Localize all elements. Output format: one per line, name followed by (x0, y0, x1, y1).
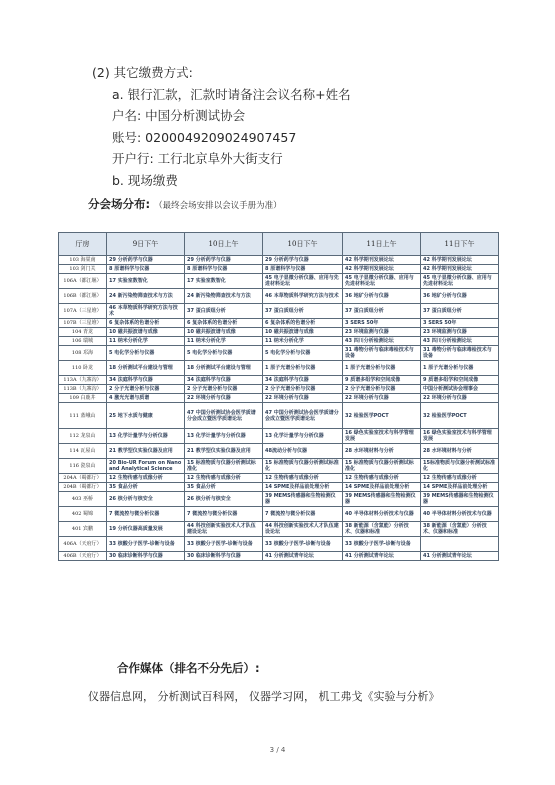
table-row (59, 376, 499, 385)
session-cell: 15 标准物质与仪器分析测试标准化 (343, 459, 421, 474)
session-cell: 22 环境分析与仪器 (263, 394, 343, 403)
room-cell: 114 瓦屋山 (59, 444, 107, 459)
session-cell: 1 原子光谱分析与仪器 (421, 361, 499, 376)
session-cell: 16 绿色实验室技术与科学管理发展 (421, 429, 499, 444)
session-cell: 中国分析测试协会理事会 (421, 385, 499, 394)
session-cell: 33 核酸分子医学-诊断与设备 (263, 537, 343, 552)
session-cell: 38 新能源（含氢能）分析技术、仪器和标准 (343, 522, 421, 537)
session-cell: 12 生物传感与成像分析 (263, 474, 343, 483)
session-cell: 47 中国分析测试协会医学质谱分会成立暨医学质谱论坛 (263, 403, 343, 429)
session-cell: 18 分析测试平台建设与管理 (107, 361, 185, 376)
media-list: 仪器信息网， 分析测试百科网， 仪器学习网， 机工弗戈《实验与分析》 (88, 690, 440, 703)
session-cell: 42 科学期刊发展论坛 (421, 256, 499, 265)
session-cell: 22 环境分析与仪器 (421, 394, 499, 403)
venue-title-text: 分会场分布: (88, 197, 151, 211)
table-row (59, 337, 499, 346)
session-cell: 28 水环境材料与分析 (343, 444, 421, 459)
session-cell: 8 原谱科学与仪器 (107, 265, 185, 274)
session-cell: 42 科学期刊发展论坛 (343, 256, 421, 265)
session-cell: 31 毒物分析与临床毒检技术与设备 (421, 346, 499, 361)
session-cell: 45 电子显微分析仪器、应用与先进材料论坛 (263, 274, 343, 289)
session-cell: 19 分析仪器高质量发展 (107, 522, 185, 537)
session-cell: 13 化学计量学与分析仪器 (263, 429, 343, 444)
room-cell: 108 邛海 (59, 346, 107, 361)
table-row (59, 537, 499, 552)
session-cell: 48流动分析与仪器 (263, 444, 343, 459)
session-cell: 11 纳米分析化学 (107, 337, 185, 346)
session-cell: 35 食品分析 (185, 483, 263, 492)
session-cell: 26 核分析与核安全 (107, 492, 185, 507)
venue-title (88, 196, 282, 212)
session-cell: 21 教学型仪实验仪器及应用 (185, 444, 263, 459)
session-cell: 28 水环境材料与分析 (421, 444, 499, 459)
session-cell: 5 电化学分析与仪器 (185, 346, 263, 361)
session-cell: 37 蛋白质组分析 (343, 304, 421, 319)
payment-account-number: 账号: 0200049209024907457 (112, 129, 297, 145)
session-cell: 45 电子显微分析仪器、应用与先进材料论坛 (421, 274, 499, 289)
room-cell: 110 卧龙 (59, 361, 107, 376)
payment-bank-transfer: a. 银行汇款，汇款时请备注会议名称+姓名 (112, 86, 351, 102)
session-cell: 23 环境监测与仪器 (421, 328, 499, 337)
session-cell: 41 分析测试青年论坛 (421, 552, 499, 561)
venue-table (58, 232, 499, 561)
session-cell: 1 原子光谱分析与仪器 (343, 361, 421, 376)
session-cell (421, 537, 499, 552)
session-cell: 32 检验医学POCT (343, 403, 421, 429)
session-cell: 3 SERS 50年 (421, 319, 499, 328)
session-cell: 11 纳米分析化学 (185, 337, 263, 346)
header-day10-am: 10日上午 (185, 233, 263, 256)
session-cell: 45 电子显微分析仪器、应用与先进材料论坛 (343, 274, 421, 289)
session-cell: 14 SPME及样品前处理分析 (343, 483, 421, 492)
payment-account-name: 户名: 中国分析测试协会 (112, 108, 246, 123)
room-cell: 107A（三星堆） (59, 304, 107, 319)
room-cell: 406B（天府厅） (59, 552, 107, 561)
session-cell: 6 复杂体系的色谱分析 (107, 319, 185, 328)
session-cell: 37 蛋白质组分析 (185, 304, 263, 319)
room-cell: 401 宾鹏 (59, 522, 107, 537)
session-cell: 12 生物传感与成像分析 (343, 474, 421, 483)
session-cell: 20 Bio-UR Forum on Nano and Analytical Science (107, 459, 185, 474)
session-cell: 40 半导体材料分析技术与仪器 (343, 507, 421, 522)
session-cell: 4 激光光谱与质谱 (107, 394, 185, 403)
payment-heading: (2) 其它缴费方式: (92, 65, 193, 80)
session-cell: 3 SERS 50年 (343, 319, 421, 328)
table-row (59, 459, 499, 474)
room-cell: 106A（都江堰） (59, 274, 107, 289)
session-cell: 15 标准物质与仪器分析测试标准化 (263, 459, 343, 474)
session-cell: 10 磁共振波谱与成像 (107, 328, 185, 337)
header-day9-pm: 9日下午 (107, 233, 185, 256)
room-cell: 107B（三星堆） (59, 319, 107, 328)
header-day11-am: 11日上午 (343, 233, 421, 256)
session-cell: 46 本草物质科学研究方法与技术 (263, 289, 343, 304)
table-row (59, 274, 499, 289)
session-cell: 9 质谱多组学和空间成像 (343, 376, 421, 385)
session-cell: 30 临床诊断科学与仪器 (185, 552, 263, 561)
session-cell: 44 科技创新实验技术人才队伍建设论坛 (185, 522, 263, 537)
session-cell: 12 生物传感与成像分析 (421, 474, 499, 483)
session-cell: 33 核酸分子医学-诊断与设备 (185, 537, 263, 552)
room-cell: 103 海棠南 (59, 256, 107, 265)
session-cell: 21 教学型仪实验仪器及应用 (107, 444, 185, 459)
session-cell: 5 电化学分析与仪器 (263, 346, 343, 361)
room-cell: 104 青龙 (59, 328, 107, 337)
session-cell: 6 复杂体系的色谱分析 (185, 319, 263, 328)
session-cell: 31 毒物分析与临床毒检技术与设备 (343, 346, 421, 361)
session-cell: 14 SPME及样品前处理分析 (263, 483, 343, 492)
session-cell: 34 法庭科学与仪器 (107, 376, 185, 385)
room-cell: 204A（蜀都厅） (59, 474, 107, 483)
session-cell: 38 新能源（含氢能）分析技术、仪器和标准 (421, 522, 499, 537)
header-room: 厅房 (59, 233, 107, 256)
session-cell: 7 微流控与微分析仪器 (107, 507, 185, 522)
table-row (59, 328, 499, 337)
session-cell: 34 法庭科学与仪器 (185, 376, 263, 385)
session-cell: 39 MEMS传感器和生物检测仪器 (343, 492, 421, 507)
table-row (59, 304, 499, 319)
session-cell: 35 食品分析 (107, 483, 185, 492)
session-cell: 10 磁共振波谱与成像 (263, 328, 343, 337)
table-row (59, 552, 499, 561)
session-cell: 17 实验室数智化 (185, 274, 263, 289)
session-cell: 16 绿色实验室技术与科学管理发展 (343, 429, 421, 444)
session-cell: 43 四川分析检测论坛 (421, 337, 499, 346)
session-cell: 2 分子光谱分析与仪器 (185, 385, 263, 394)
session-cell: 8 原谱科学与仪器 (185, 265, 263, 274)
page-number: 3 / 4 (269, 746, 286, 754)
session-cell: 15标准物质与仪器分析测试标准化 (421, 459, 499, 474)
session-cell: 22 环境分析与仪器 (185, 394, 263, 403)
session-cell: 5 电化学分析与仪器 (107, 346, 185, 361)
table-row (59, 507, 499, 522)
session-cell: 25 地下水质与健康 (107, 403, 185, 429)
session-cell: 42 科学期刊发展论坛 (421, 265, 499, 274)
session-cell: 13 化学计量学与分析仪器 (185, 429, 263, 444)
session-cell: 8 原谱科学与仪器 (263, 265, 343, 274)
session-cell: 33 核酸分子医学-诊断与设备 (343, 537, 421, 552)
session-cell: 22 环境分析与仪器 (343, 394, 421, 403)
table-row (59, 403, 499, 429)
table-row (59, 474, 499, 483)
media-title: 合作媒体（排名不分先后）: (117, 661, 260, 675)
room-cell: 103 剑门关 (59, 265, 107, 274)
table-row (59, 346, 499, 361)
table-row (59, 444, 499, 459)
session-cell: 18 分析测试平台建设与管理 (185, 361, 263, 376)
session-cell: 42 科学期刊发展论坛 (343, 265, 421, 274)
session-cell: 14 SPME及样品前处理分析 (421, 483, 499, 492)
session-cell: 39 MEMS传感器和生物检测仪器 (263, 492, 343, 507)
session-cell: 29 分析药学与仪器 (107, 256, 185, 265)
table-row (59, 361, 499, 376)
session-cell: 10 磁共振波谱与成像 (185, 328, 263, 337)
session-cell: 12 生物传感与成像分析 (107, 474, 185, 483)
table-row (59, 522, 499, 537)
table-row (59, 429, 499, 444)
room-cell: 113A（九寨沟） (59, 376, 107, 385)
session-cell: 7 微流控与微分析仪器 (185, 507, 263, 522)
session-cell: 36 地矿分析与仪器 (421, 289, 499, 304)
room-cell: 402 蜀锦 (59, 507, 107, 522)
session-cell: 47 中国分析测试协会医学质谱分会成立暨医学质谱论坛 (185, 403, 263, 429)
room-cell: 406A（天府厅） (59, 537, 107, 552)
table-row (59, 319, 499, 328)
session-cell: 30 临床诊断科学与仪器 (107, 552, 185, 561)
session-cell: 34 法庭科学与仪器 (263, 376, 343, 385)
session-cell: 9 质谱多组学和空间成像 (421, 376, 499, 385)
session-cell: 6 复杂体系的色谱分析 (263, 319, 343, 328)
session-cell: 24 新污染物筛查技术与方法 (107, 289, 185, 304)
payment-onsite: b. 现场缴费 (112, 172, 178, 188)
table-row (59, 256, 499, 265)
session-cell: 12 生物传感与成像分析 (185, 474, 263, 483)
session-cell: 43 四川分析检测论坛 (343, 337, 421, 346)
session-cell: 29 分析药学与仪器 (185, 256, 263, 265)
table-row (59, 265, 499, 274)
header-day10-pm: 10日下午 (263, 233, 343, 256)
table-body (59, 256, 499, 561)
session-cell: 33 核酸分子医学-诊断与设备 (107, 537, 185, 552)
session-cell: 11 纳米分析化学 (263, 337, 343, 346)
session-cell: 26 核分析与核安全 (185, 492, 263, 507)
venue-note: （最终会场安排以会议手册为准） (154, 201, 282, 211)
payment-block (92, 62, 351, 191)
room-cell: 113B（九寨沟） (59, 385, 107, 394)
session-cell: 13 化学计量学与分析仪器 (107, 429, 185, 444)
session-cell: 2 分子光谱分析与仪器 (343, 385, 421, 394)
room-cell: 204B（蜀都厅） (59, 483, 107, 492)
session-cell: 44 科技创新实验技术人才队伍建设论坛 (263, 522, 343, 537)
room-cell: 109 白鹿井 (59, 394, 107, 403)
room-cell: 403 巫桥 (59, 492, 107, 507)
table-row (59, 492, 499, 507)
payment-bank-branch: 开户行: 工行北京阜外大街支行 (112, 151, 283, 166)
session-cell: 2 分子光谱分析与仪器 (263, 385, 343, 394)
session-cell: 2 分子光谱分析与仪器 (107, 385, 185, 394)
session-cell: 36 地矿分析与仪器 (343, 289, 421, 304)
session-cell: 23 环境监测与仪器 (343, 328, 421, 337)
room-cell: 111 蓝峨山 (59, 403, 107, 429)
session-cell: 32 检验医学POCT (421, 403, 499, 429)
table-header-row (59, 233, 499, 256)
session-cell: 46 本草物质科学研究方法与技术 (107, 304, 185, 319)
session-cell: 40 半导体材料分析技术与仪器 (421, 507, 499, 522)
session-cell: 29 分析药学与仪器 (263, 256, 343, 265)
session-cell: 1 原子光谱分析与仪器 (263, 361, 343, 376)
session-cell: 7 微流控与微分析仪器 (263, 507, 343, 522)
session-cell: 41 分析测试青年论坛 (343, 552, 421, 561)
room-cell: 112 龙泉山 (59, 429, 107, 444)
table-row (59, 385, 499, 394)
session-cell: 17 实验室数智化 (107, 274, 185, 289)
session-cell: 39 MEMS传感器和生物检测仪器 (421, 492, 499, 507)
room-cell: 106B（都江堰） (59, 289, 107, 304)
session-cell: 37 蛋白质组分析 (421, 304, 499, 319)
table-row (59, 394, 499, 403)
header-day11-pm: 11日下午 (421, 233, 499, 256)
room-cell: 106 瑞城 (59, 337, 107, 346)
session-cell: 37 蛋白质组分析 (263, 304, 343, 319)
table-row (59, 289, 499, 304)
room-cell: 116 瓷泉山 (59, 459, 107, 474)
venue-table-wrap (58, 232, 498, 561)
session-cell: 24 新污染物筛查技术与方法 (185, 289, 263, 304)
table-row (59, 483, 499, 492)
session-cell: 41 分析测试青年论坛 (263, 552, 343, 561)
session-cell: 15 标准物质与仪器分析测试标准化 (185, 459, 263, 474)
